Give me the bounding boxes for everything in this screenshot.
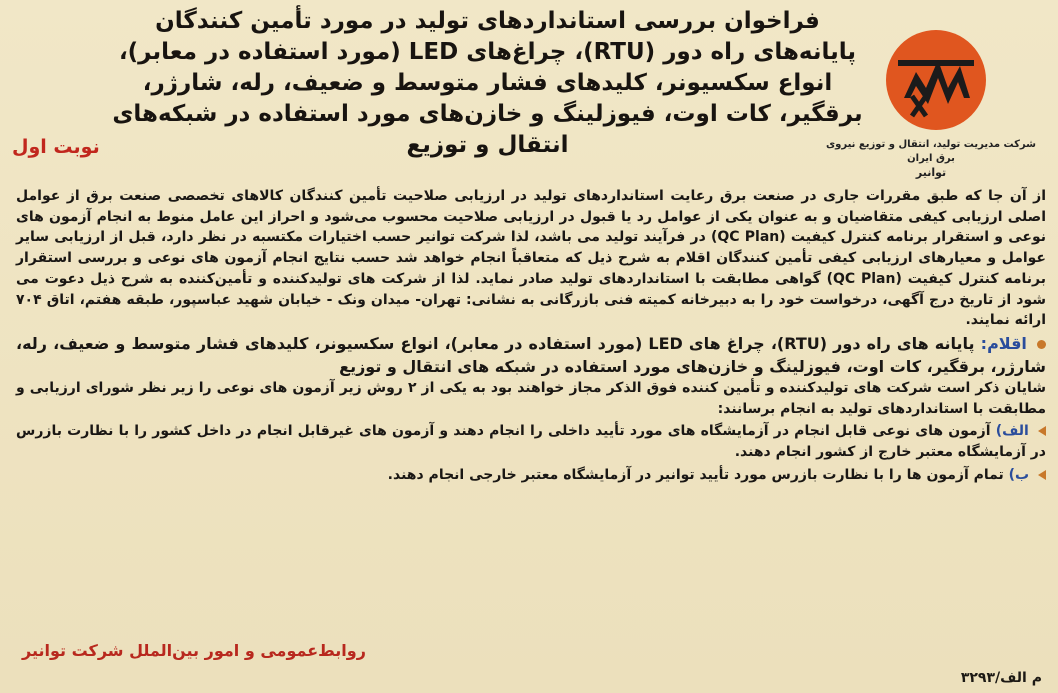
option-a-text: آزمون های نوعی قابل انجام در آزمایشگاه های مورد تأیید داخلی را انجام دهند و آزمون های غیرقابل انجام در داخل کشور را با نظارت بازرس در آزمایشگاه معتبر خارج از کشور انجام دهند. — [16, 423, 1046, 461]
arrow-bullet-icon — [1038, 426, 1046, 436]
announcement-title: فراخوان بررسی استانداردهای تولید در مورد تأمین کنندگان پایانه‌های راه دور (RTU)، چراغ‌های LED (مورد استفاده در معابر)، انواع سکسیونر، کلیدهای فشار متوسط و ضعیف، رله، شارژر، برقگیر، کات اوت، فیوزلینگ و خازن‌های مورد استفاده در شبکه‌های انتقال و توزیع — [112, 8, 863, 158]
intro-paragraph: از آن جا که طبق مقررات جاری در صنعت برق رعایت استانداردهای تولید در ارزیابی صلاحیت تأمین کنندگان کالاهای تخصصی صنعت برق از عوامل اصلی ارزیابی کیفی متقاضیان و به عنوان یکی از عوامل رد یا قبول در ارزیابی صلاحیت محسوب می‌شود و احراز این عامل منوط به انجام آزمون های نوعی و استقرار برنامه کنترل کیفیت (QC Plan) در فرآیند تولید می باشد، لذا شرکت توانیر حسب اختیارات مکتسبه در نظر دارد، قبل از ارزیابی سایر عوامل و معیارهای ارزیابی کیفی تأمین کنندگان اقلام به شرح ذیل که متعاقباً انجام خواهد شد حسب نتایج انجام آزمون های نوعی و بررسی استقرار برنامه کنترل کیفیت (QC Plan) گواهی مطابقت با استانداردهای تولید صادر نماید. لذا از شرکت های تولیدکننده و تأمین‌کننده به شرح ذیل دعوت می شود از تاریخ درج آگهی، درخواست خود را به دبیرخانه کمیته فنی بازرگانی به نشانی: تهران- میدان ونک - خیابان شهید عباسپور، طبقه هفتم، اتاق ۷۰۴ ارائه نمایند. — [16, 188, 1046, 329]
option-b-text: تمام آزمون ها را با نظارت بازرس مورد تأیید توانیر در آزمایشگاه معتبر خارجی انجام دهند. — [387, 466, 1004, 483]
methods-paragraph: شایان ذکر است شرکت های تولیدکننده و تأمین کننده فوق الذکر مجاز خواهند بود به یکی از ۲ روش زیر آزمون های نوعی را زیر نظر شورای ارزیابی و مطابقت با استانداردهای تولید به انجام برسانند: — [16, 379, 1046, 417]
company-brand: توانیر — [915, 166, 947, 179]
notice-code: م الف/۳۲۹۳ — [960, 670, 1042, 686]
company-name — [826, 138, 1036, 180]
items-label: اقلام: — [980, 333, 1027, 353]
items-paragraph — [16, 332, 1046, 378]
company-full-name: شرکت مدیریت تولید، انتقال و توزیع نیروی برق ایران — [826, 139, 1036, 164]
public-relations-signature: روابط‌عمومی و امور بین‌الملل شرکت توانیر — [22, 641, 366, 660]
announcement-body — [16, 186, 1046, 485]
notice-round-badge: نوبت اول — [12, 136, 100, 158]
option-a — [16, 421, 1046, 462]
items-text: پایانه های راه دور (RTU)، چراغ های LED (مورد استفاده در معابر)، انواع سکسیونر، کلیدهای فشار متوسط و ضعیف، رله، شارژر، برقگیر، کات اوت، فیوزلینگ و خازن‌های مورد استفاده در شبکه های انتقال و توزیع — [16, 333, 1046, 376]
arrow-bullet-icon — [1038, 470, 1046, 480]
option-b — [16, 465, 1046, 486]
option-b-marker: ب) — [1008, 466, 1030, 483]
tavanir-logo-icon — [882, 26, 990, 134]
option-a-marker: الف) — [995, 423, 1029, 440]
header — [0, 0, 1058, 178]
bullet-icon — [1037, 340, 1046, 349]
